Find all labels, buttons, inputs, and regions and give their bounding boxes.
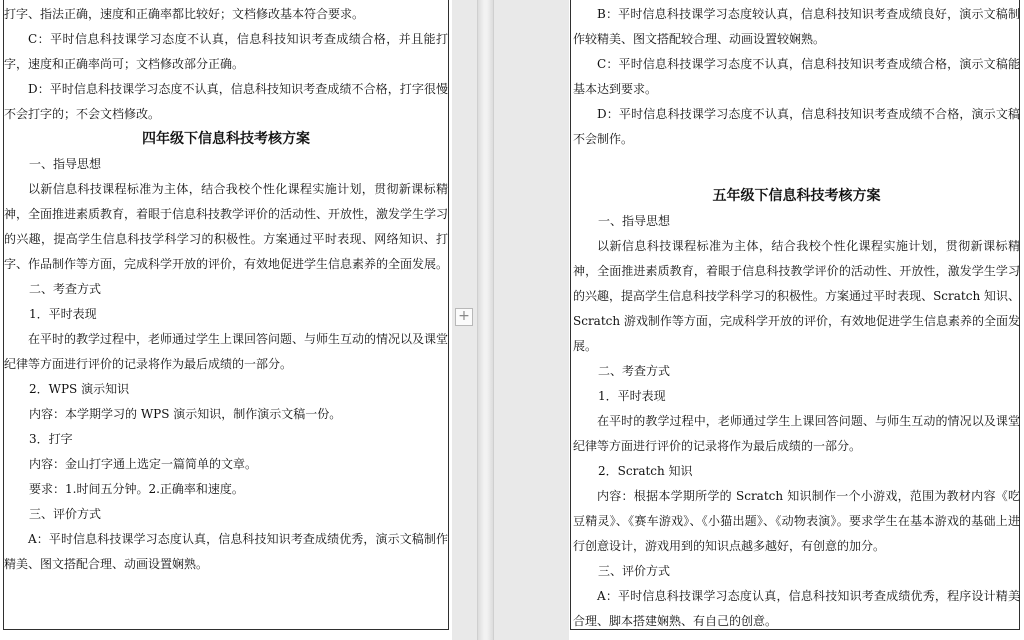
add-button[interactable]: +	[455, 308, 473, 326]
heading: 三、评价方式	[598, 564, 671, 578]
paragraph: A：平时信息科技课学习态度认真，信息科技知识考查成绩优秀，演示文稿制作精美、图文搭配合理、动画设置娴熟。	[4, 532, 448, 571]
paragraph: 要求：1.时间五分钟。2.正确率和速度。	[29, 482, 244, 496]
paragraph: A：平时信息科技课学习态度认真，信息科技知识考查成绩优秀，程序设计精美合理、脚本搭建娴熟、有自己的创意。	[573, 589, 1020, 628]
paragraph: 内容：本学期学习的 WPS 演示知识，制作演示文稿一份。	[29, 407, 342, 421]
subheading: 3．打字	[29, 432, 73, 446]
document-page-right	[569, 0, 1024, 640]
subheading: 2．WPS 演示知识	[29, 382, 130, 396]
paragraph: B：平时信息科技课学习态度较认真，信息科技知识考查成绩良好，演示文稿制作较精美、图文搭配较合理、动画设置较娴熟。	[573, 7, 1020, 46]
document-page-left	[0, 0, 452, 640]
page-content	[4, 2, 448, 640]
paragraph: D：平时信息科技课学习态度不认真，信息科技知识考查成绩不合格，打字很慢不会打字的；不会文档修改。	[4, 82, 448, 121]
section-title: 五年级下信息科技考核方案	[712, 188, 881, 204]
paragraph: 在平时的教学过程中，老师通过学生上课回答问题、与师生互动的情况以及课堂纪律等方面进行评价的记录将作为最后成绩的一部分。	[4, 332, 449, 371]
paragraph: C：平时信息科技课学习态度不认真，信息科技知识考查成绩合格，演示文稿能基本达到要求。	[573, 57, 1020, 96]
heading: 一、指导思想	[598, 214, 671, 228]
paragraph: 内容：金山打字通上选定一篇简单的文章。	[29, 457, 258, 471]
subheading: 1．平时表现	[598, 389, 666, 403]
subheading: 2．Scratch 知识	[598, 464, 693, 478]
section-title: 四年级下信息科技考核方案	[142, 131, 310, 147]
splitter-bar[interactable]	[477, 0, 494, 640]
paragraph: 内容：根据本学期所学的 Scratch 知识制作一个小游戏，范围为教材内容《吃豆精灵》、《赛车游戏》、《小猫出题》、《动物表演》。要求学生在基本游戏的基础上进行创意设计，游戏用到的知识点越多越好，有创意的加分。	[573, 489, 1020, 553]
paragraph: 以新信息科技课程标准为主体，结合我校个性化课程实施计划，贯彻新课标精神，全面推进素质教育，着眼于信息科技教学评价的活动性、开放性，激发学生学习的兴趣，提高学生信息科技学科学习的积极性。方案通过平时表现、网络知识、打字、作品制作等方面，完成科学开放的评价，有效地促进学生信息素养的全面发展。	[4, 182, 449, 271]
page-content	[573, 2, 1020, 640]
paragraph: D：平时信息科技课学习态度不认真，信息科技知识考查成绩不合格，演示文稿不会制作。	[573, 107, 1020, 146]
heading: 三、评价方式	[29, 507, 102, 521]
heading: 一、指导思想	[29, 157, 102, 171]
paragraph: C：平时信息科技课学习态度不认真，信息科技知识考查成绩合格，并且能打字，速度和正确率尚可；文档修改部分正确。	[4, 32, 448, 71]
heading: 二、考查方式	[29, 282, 102, 296]
subheading: 1．平时表现	[29, 307, 97, 321]
paragraph: 以新信息科技课程标准为主体，结合我校个性化课程实施计划，贯彻新课标精神，全面推进素质教育，着眼于信息科技教学评价的活动性、开放性，激发学生学习的兴趣，提高学生信息科技学科学习的积极性。方案通过平时表现、Scratch 知识、Scratch 游戏制作等方面，完成科学开放的评价，有效地促进学生信息素养的全面发展。	[573, 239, 1020, 353]
paragraph: 打字、指法正确，速度和正确率都比较好；文档修改基本符合要求。	[4, 7, 365, 21]
heading: 二、考查方式	[598, 364, 671, 378]
paragraph: 在平时的教学过程中，老师通过学生上课回答问题、与师生互动的情况以及课堂纪律等方面进行评价的记录将作为最后成绩的一部分。	[573, 414, 1020, 453]
